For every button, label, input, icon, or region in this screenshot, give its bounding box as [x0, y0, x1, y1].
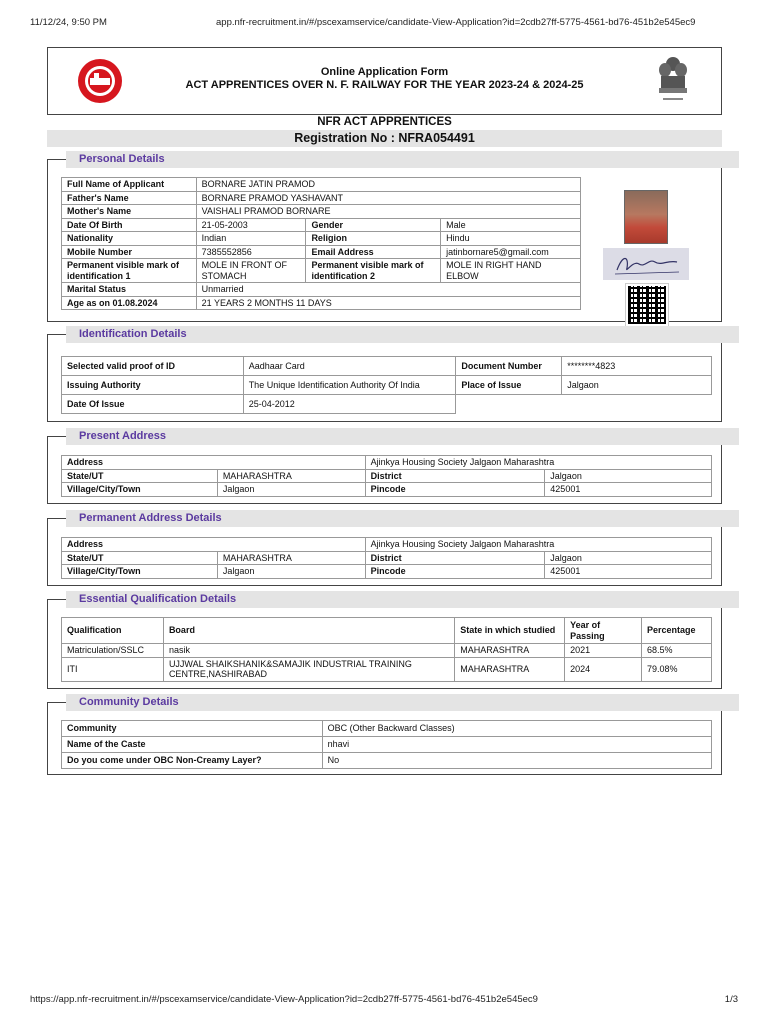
table-cell: MAHARASHTRA	[455, 657, 565, 681]
table-row	[62, 205, 581, 219]
table-cell: Matriculation/SSLC	[62, 644, 164, 658]
caste-value: nhavi	[322, 737, 711, 753]
label: District	[365, 469, 545, 483]
label: Full Name of Applicant	[62, 178, 197, 192]
permanent-address-table	[61, 537, 712, 579]
table-cell: 68.5%	[642, 644, 712, 658]
table-row	[62, 245, 581, 259]
table-row	[62, 456, 712, 470]
table-row	[62, 737, 712, 753]
label: Marital Status	[62, 283, 197, 297]
marital-value: Unmarried	[196, 283, 580, 297]
table-row	[62, 296, 581, 310]
table-row	[62, 469, 712, 483]
state-value: MAHARASHTRA	[217, 551, 365, 565]
table-cell: ITI	[62, 657, 164, 681]
label: Address	[62, 538, 366, 552]
label: Village/City/Town	[62, 483, 218, 497]
label: Document Number	[456, 357, 562, 376]
print-datetime: 11/12/24, 9:50 PM	[30, 17, 107, 28]
qr-code-icon	[626, 284, 668, 326]
father-name-value: BORNARE PRAMOD YASHAVANT	[196, 191, 580, 205]
section-title: Essential Qualification Details	[79, 593, 237, 605]
community-section	[47, 696, 722, 775]
label: State/UT	[62, 551, 218, 565]
section-title: Identification Details	[79, 328, 187, 340]
table-row	[62, 191, 581, 205]
table-row	[62, 538, 712, 552]
section-title: Permanent Address Details	[79, 512, 222, 524]
table-row	[62, 657, 712, 681]
table-row	[62, 357, 712, 376]
table-row	[62, 565, 712, 579]
label: Issuing Authority	[62, 376, 244, 395]
qualification-table	[61, 617, 712, 682]
table-cell: 79.08%	[642, 657, 712, 681]
state-value: MAHARASHTRA	[217, 469, 365, 483]
nationality-value: Indian	[196, 232, 306, 246]
table-cell: UJJWAL SHAIKSHANIK&SAMAJIK INDUSTRIAL TRAINING CENTRE,NASHIRABAD	[163, 657, 454, 681]
docno-value: ********4823	[562, 357, 712, 376]
label: Permanent visible mark of identification 1	[62, 259, 197, 283]
label: Mother's Name	[62, 205, 197, 219]
label: District	[365, 551, 545, 565]
table-cell: MAHARASHTRA	[455, 644, 565, 658]
print-footer-url: https://app.nfr-recruitment.in/#/pscexamservice/candidate-View-Application?id=2cdb27ff-5775-4561-bd76-451b2e545ec9	[30, 994, 538, 1005]
section-title: Community Details	[79, 696, 179, 708]
label: Father's Name	[62, 191, 197, 205]
print-header	[30, 17, 738, 31]
label: Village/City/Town	[62, 565, 218, 579]
table-header-row	[62, 618, 712, 644]
label: Gender	[306, 218, 441, 232]
print-url: app.nfr-recruitment.in/#/pscexamservice/candidate-View-Application?id=2cdb27ff-5775-4561-bd76-451b2e545ec9	[216, 17, 696, 28]
label: Email Address	[306, 245, 441, 259]
table-row	[62, 551, 712, 565]
table-cell: 2021	[565, 644, 642, 658]
table-cell: 2024	[565, 657, 642, 681]
label: Address	[62, 456, 366, 470]
issue-date-value: 25-04-2012	[243, 395, 456, 414]
label: Community	[62, 721, 323, 737]
section-title: Present Address	[79, 430, 167, 442]
print-footer	[30, 994, 738, 1008]
personal-details-section	[47, 153, 722, 322]
identification-details-section	[47, 328, 722, 422]
label: Name of the Caste	[62, 737, 323, 753]
label: State/UT	[62, 469, 218, 483]
authority-value: The Unique Identification Authority Of India	[243, 376, 456, 395]
proof-value: Aadhaar Card	[243, 357, 456, 376]
column-header: Year of Passing	[565, 618, 642, 644]
label: Place of Issue	[456, 376, 562, 395]
label: Pincode	[365, 483, 545, 497]
community-table	[61, 720, 712, 769]
national-emblem-icon	[653, 54, 693, 108]
permanent-address-section	[47, 512, 722, 586]
identification-table	[61, 356, 712, 414]
table-row	[62, 395, 712, 414]
column-header: Qualification	[62, 618, 164, 644]
column-header: Percentage	[642, 618, 712, 644]
district-value: Jalgaon	[545, 551, 712, 565]
mobile-value: 7385552856	[196, 245, 306, 259]
column-header: State in which studied	[455, 618, 565, 644]
label: Pincode	[365, 565, 545, 579]
column-header: Board	[163, 618, 454, 644]
pincode-value: 425001	[545, 483, 712, 497]
form-subtitle: ACT APPRENTICES OVER N. F. RAILWAY FOR THE YEAR 2023-24 & 2024-25	[185, 79, 584, 91]
label: Date Of Issue	[62, 395, 244, 414]
table-row	[62, 721, 712, 737]
mark1-value: MOLE IN FRONT OF STOMACH	[196, 259, 306, 283]
section-title: Personal Details	[79, 153, 165, 165]
qualification-section	[47, 593, 722, 689]
age-value: 21 YEARS 2 MONTHS 11 DAYS	[196, 296, 580, 310]
table-row	[62, 483, 712, 497]
gender-value: Male	[441, 218, 581, 232]
mark2-value: MOLE IN RIGHT HAND ELBOW	[441, 259, 581, 283]
address-value: Ajinkya Housing Society Jalgaon Maharashtra	[365, 538, 711, 552]
table-row	[62, 283, 581, 297]
table-row	[62, 753, 712, 769]
mother-name-value: VAISHALI PRAMOD BORNARE	[196, 205, 580, 219]
email-value: jatinbornare5@gmail.com	[441, 245, 581, 259]
pincode-value: 425001	[545, 565, 712, 579]
village-value: Jalgaon	[217, 565, 365, 579]
label: Mobile Number	[62, 245, 197, 259]
nfr-title: NFR ACT APPRENTICES	[317, 116, 452, 128]
present-address-section	[47, 430, 722, 504]
form-title: Online Application Form	[320, 66, 449, 78]
creamy-value: No	[322, 753, 711, 769]
place-value: Jalgaon	[562, 376, 712, 395]
applicant-photo	[624, 190, 668, 244]
district-value: Jalgaon	[545, 469, 712, 483]
label: Religion	[306, 232, 441, 246]
personal-details-table	[61, 177, 581, 310]
full-name-value: BORNARE JATIN PRAMOD	[196, 178, 580, 192]
table-row	[62, 259, 581, 283]
signature-image	[603, 248, 689, 280]
religion-value: Hindu	[441, 232, 581, 246]
form-header	[47, 47, 722, 115]
dob-value: 21-05-2003	[196, 218, 306, 232]
village-value: Jalgaon	[217, 483, 365, 497]
label: Do you come under OBC Non-Creamy Layer?	[62, 753, 323, 769]
registration-number: Registration No : NFRA054491	[47, 130, 722, 147]
community-value: OBC (Other Backward Classes)	[322, 721, 711, 737]
label: Date Of Birth	[62, 218, 197, 232]
table-row	[62, 232, 581, 246]
present-address-table	[61, 455, 712, 497]
label: Selected valid proof of ID	[62, 357, 244, 376]
page-number: 1/3	[724, 994, 738, 1005]
label: Age as on 01.08.2024	[62, 296, 197, 310]
label: Nationality	[62, 232, 197, 246]
table-cell: nasik	[163, 644, 454, 658]
table-row	[62, 376, 712, 395]
table-row	[62, 178, 581, 192]
table-row	[62, 644, 712, 658]
address-value: Ajinkya Housing Society Jalgaon Maharashtra	[365, 456, 711, 470]
table-row	[62, 218, 581, 232]
label: Permanent visible mark of identification 2	[306, 259, 441, 283]
